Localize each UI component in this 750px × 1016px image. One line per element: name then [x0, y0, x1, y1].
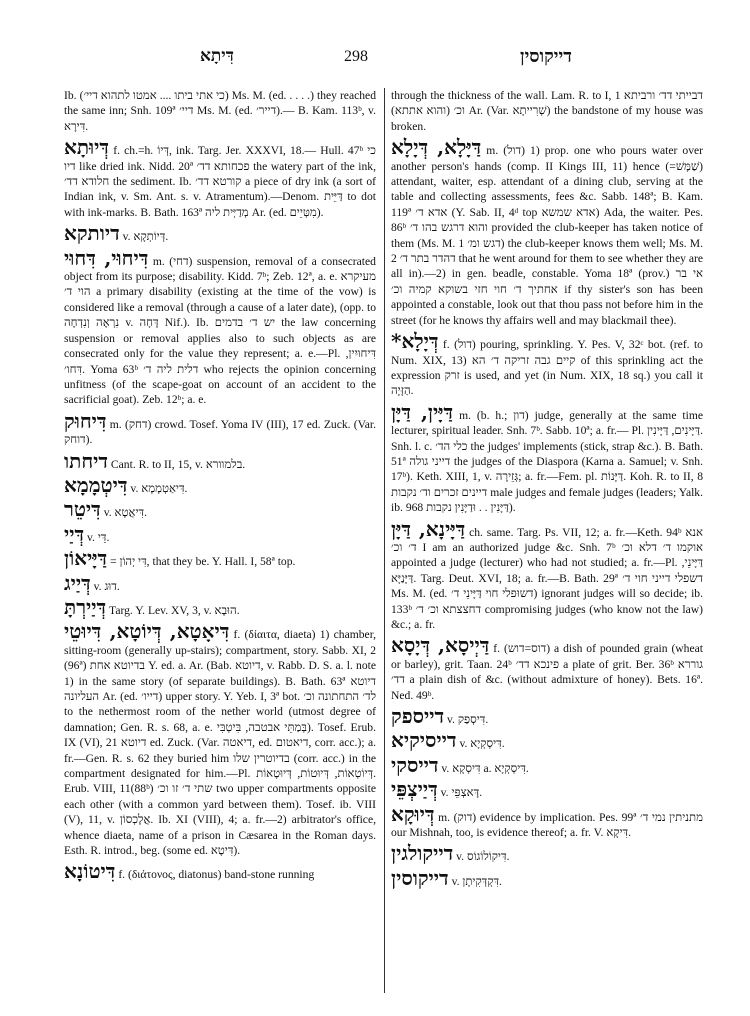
entry-headword: דִּיחוּק [64, 408, 107, 433]
entry-definition: v. דֵּי. [87, 530, 110, 544]
dictionary-entry [64, 410, 376, 448]
entry-headword: דַּיָּין, דַּיָּן [391, 399, 454, 424]
entry-headword: דייסקי [391, 752, 439, 777]
dictionary-entry [64, 247, 376, 408]
dictionary-entry [64, 136, 376, 220]
entry-headword: דַּיָּינָא, דַּיָּן [391, 516, 466, 541]
dictionary-entry [391, 754, 703, 776]
entry-headword: דְּיָלָא* [391, 329, 439, 354]
entry-headword: דייספק [391, 704, 445, 729]
dictionary-entry [391, 803, 703, 841]
entry-headword: דִּיחוּי, דִּחוּי [64, 245, 149, 270]
dictionary-entry [391, 729, 703, 751]
dictionary-entry [64, 572, 376, 594]
dictionary-entry [64, 474, 376, 496]
page-header [0, 46, 750, 70]
entry-definition: v. דְּיוֹתְקָא. [122, 230, 169, 244]
entry-definition: v. דָּאצְפֵּי. [440, 786, 483, 800]
entry-headword: דִּיטוֹנָא [64, 859, 116, 884]
entry-definition: m. (דול) 1) prop. one who pours water over another person's hands (comp. II Kings III, 11) hence (=שַׁמָּשׁ) attendant, waiter, esp. attendant of a dining club, serving at the table and collecting assessments, fees &c. Sabb. 148ª; B. Kam. 119ª אדא ד׳ (Y. Sab. II, 4ᵈ top אדא שמשא) Ada, the waiter. Pes. 86ᵇ והוא דרגש בהו ד׳ provided the club-keeper has taken notice of them (Ms. M. 1 דגש ומ׳) the club-keeper knows them well; Ms. M. 2 דהדר בתר ד׳ that he went around for them to see whether they are all in).—2) in gen. beadle, constable. Yoma 18ª (prov.) אי בר אחתיך ד׳ חוי חזי בשוקא קמיה וכ׳ if thy sister's son has been appointed a constable, look out that thou pass not before him in the street (for he knows thy affairs well and may blackmail thee). [391, 144, 703, 327]
entry-headword: דִּיטְמָמָא [64, 472, 128, 497]
entry-definition: m. (דחק) crowd. Tosef. Yoma IV (III), 17 ed. Zuck. (Var. דוחק). [64, 417, 376, 447]
right-column [391, 88, 703, 998]
dictionary-entry [391, 330, 703, 399]
entry-definition: v. דִּיקוֹלוֹגוֹס. [456, 850, 510, 864]
entry-definition: ch. same. Targ. Ps. VII, 12; a. fr.—Keth. 94ᵇ אנא ד׳ וכ׳ I am an authorized judge &c. Snh. 7ᵇ אוקמו ד׳ דלא וכ׳ appointed a judge (lecturer) who had not studied; a. fr.—Pl. דַּיָּינֵי, דַּיָּנַיָּא. Targ. Deut. XVI, 18; a. fr.—B. Bath. 29ª דשפלי דייני חוי ד׳ Ms. M. (ed. דשוּפלי חוי דַּיָּינֵי ד׳) ignorant judges will so decide; ib. 133ᵇ דחצצתא וכ׳ ד׳ compromising judges (who know not the law) &c.; a. fr. [391, 525, 703, 631]
entry-definition: m. (b. h.; דון) judge, generally at the same time lecturer, spiritual leader. Snh. 7ᵇ. Sabb. 10ª; a. fr.— Pl. דַּיָּינִים, דַּיָּינִין. Snh. l. c. כלי הד׳ the judges' implements (stick, strap &c.). B. Bath. 51ª דייני גולה the judges of the Diaspora (Karna a. Samuel; v. Snh. 17ᵇ). Keth. XIII, 1, v. גְּזֵירָה; a. fr.—Fem. pl. דַּיָּנוֹת. Koh. R. to II, 8 דיינים זכרים וד׳ נקבות male judges and female judges (leaders; Yalk. ib. 968 דַּיָּנִין . . וּדַיָּנִין נקבות). [391, 408, 703, 515]
entry-definition: v. דִּיאֲטָא. [103, 506, 147, 520]
entry-headword: דיותקא [64, 221, 120, 246]
page-number: 298 [344, 48, 368, 65]
entry-definition: f. (δίαιτα, diaeta) 1) chamber, sitting-room (generally up-stairs); compartment, story. Sabb. XI, 2 (96ª) בדיוטא אחת Y. ed. a. Ar. (Bab. דיוטא, v. Rabb. D. S. a. l. note 1) in the same story (of separate buildings). B. Bath. 63ª דיוטא העליונה Ar. (ed. דייו׳) upper story. Y. Yeb. I, 3ª bot. לד׳ התחתונה וכ׳ to the nethermost room of the nether world (utmost degree of damnation; Gen. R. s. 68, a. e. בְּמַתֵּי אבטבה, בִּיטְבִּי). Tosef. Erub. IX (VI), 21 דיוטא ed. Zuck. (Var. דיאטה, ed. דיאטום, corr. acc.); a. fr.—Gen. R. s. 62 they buried him בדיוטרין שלו (corr. acc.) in the compartment designated for him.—Pl. דְּיוֹטְאוֹת, דְּיוּטוֹת, דְּיוּטָאוֹת. Erub. VIII, 11(88ᵇ) שתי ד׳ זו וכ׳ two upper compartments opposite each other (with a common yard between them). Tosef. ib. VIII (V), 11, v. אֲלָכְסוֹן. Ib. XI (VIII), 4; a. fr.—2) arbitrator's office, whence diaeta, name of a prison in Cæsarea in the Roman days. Esth. R. introd., beg. (some ed. דִּיטָא). [64, 628, 376, 858]
entry-headword: דַּיָּיאוֹן [64, 546, 108, 571]
entry-definition: f. (διάτονος, diatonus) band-stone running [118, 868, 315, 882]
dictionary-entry [391, 867, 703, 889]
entry-definition: v. דִּקְדְּקִיתָן. [451, 874, 502, 888]
dictionary-entry [391, 136, 703, 328]
dictionary-entry [391, 842, 703, 864]
column-divider [384, 88, 385, 993]
entry-definition: v. דוּג. [93, 579, 120, 593]
dictionary-entry [391, 401, 703, 516]
dictionary-entry [64, 523, 376, 545]
entry-definition: Ib. (כי אתי ביתו .... אמטו לתהוא דיי׳) Ms. M. (ed. . . . .) they reached the same inn; Snh. 109ª דיי׳ Ms. M. (ed. דייר׳).— B. Kam. 113ᵇ, v. דִּירָא. [64, 89, 376, 133]
entry-definition: m. (דוק) evidence by implication. Pes. 99ª מתניתין נמי ד׳ our Mishnah, too, is evidence thereof; a. fr. V. דִּיקָא. [391, 810, 703, 840]
dictionary-entry [64, 860, 376, 882]
entry-definition: f. (דוס=דוש) a dish of pounded grain (wheat or barley), grit. Taan. 24ᵇ פינכא דד׳ a plate of grit. Ber. 36ᵇ גוררא דד׳ a plain dish of &c. (without admixture of honey). Bets. 16ª. Ned. 49ᵇ. [391, 642, 703, 702]
entry-headword: דְּיוּקָא [391, 801, 435, 826]
dictionary-entry [391, 778, 703, 800]
left-column [64, 88, 376, 998]
entry-headword: דְּיַיג [64, 570, 91, 595]
entry-headword: דִּיאָטָא, דְּיוֹטָא, דִּיוּטֵי [64, 619, 230, 644]
entry-headword: דייקוסין [391, 865, 449, 890]
dictionary-entry [64, 547, 376, 569]
left-running-head: דִּיתָא [200, 46, 234, 66]
dictionary-entry [64, 498, 376, 520]
entry-definition: v. דִּיסְפַק. [446, 713, 489, 727]
entry-headword: דייקולגין [391, 841, 454, 866]
dictionary-entry [64, 596, 376, 618]
entry-definition: m. (דחי) suspension, removal of a consecrated object from its purpose; disability. Kidd. 7ᵇ; Zeb. 12ª, a. e. מעיקרא הוי ד׳ a primary disability (existing at the time of the vow) is considered like a removal (through a cause of a later date), (opp. to נִרְאֶה וְנִדְחֶה v. דָּחָה Nif.). Ib. יש ד׳ בדמים the law concerning suspension or removal applies also to such objects as are consecrated only for the value they represent; a. e.—Pl. דִּיחוּיִין, דִּחו׳. Yoma 63ᵇ דלית ליה ד׳ who rejects the opinion concerning unfitness (of the scape-goat on account of an accident to the sacrificial goat). Zeb. 12ᵇ; a. e. [64, 254, 376, 407]
entry-definition: Cant. R. to II, 15, v. בלמוורא. [110, 457, 246, 471]
dictionary-entry [64, 620, 376, 858]
entry-headword: דייסיקיא [391, 728, 457, 753]
dictionary-entry [391, 705, 703, 727]
dictionary-entry [64, 88, 376, 134]
entry-definition: v. דִּיאַטְמָמָא. [130, 481, 188, 495]
entry-definition: through the thickness of the wall. Lam. R. to I, 1 דבייתי דד׳ ורביתא וכ׳ (והוא אתתא) Ar. (Var. שְׁרִייתָא) the bandstone of my house was broken. [391, 89, 703, 133]
dictionary-entry [391, 518, 703, 633]
right-running-head: דייקוסין [520, 46, 572, 67]
entry-definition: Targ. Y. Lev. XV, 3, v. הוּבָא. [109, 603, 240, 617]
entry-headword: דְּיַיצְפֵּי [391, 777, 438, 802]
dictionary-entry [64, 450, 376, 472]
entry-definition: = דִּי יְהוֹן, that they be. Y. Hall. I, 58ª top. [110, 555, 296, 569]
entry-headword: דַּיָּלָא, דְּיָלָא [391, 135, 482, 160]
entry-headword: דְּיַי [64, 521, 85, 546]
entry-definition: f. (דול) pouring, sprinkling. Y. Pes. V, 32ᶜ bot. (ref. to Num. XIX, 13) קיים גבה זריקה ד׳ הא of this sprinkling act the expression זרק is used, and yet (in Num. XIX, 18 sq.) you call it הַזָּיָה. [391, 338, 703, 398]
dictionary-entry [391, 634, 703, 703]
dictionary-entry [391, 88, 703, 134]
entry-headword: דִּיטֵר [64, 497, 101, 522]
dictionary-entry [64, 222, 376, 244]
entry-headword: דְּיוּתָא [64, 135, 110, 160]
entry-definition: v. דִּיסְקְיָא. [459, 737, 505, 751]
entry-definition: f. ch.=h. דְּיוֹ, ink. Targ. Jer. XXXVI, 18.— Hull. 47ᵇ כי דיו like dried ink. Nidd. 20ª פכחותא דד׳ the watery part of the ink, חלודא דד׳ the sediment. Ib. קורטא דד׳ a piece of dry ink (a sort of Indian ink, v. Sm. Ant. s. v. Atramentum).—Denom. דַּיֵּית to dot with ink-marks. B. Bath. 163ª מְדַיְּית ליה Ar. (ed. מִטְּיֵים). [64, 144, 376, 219]
entry-headword: דְּיַירְתָּ [64, 594, 107, 619]
entry-definition: v. דִּיסְקָא a. דִּיסְקְיָא. [441, 761, 529, 775]
entry-headword: דיחתו [64, 448, 109, 473]
entry-headword: דַּיְיסָא, דְּיָסָא [391, 633, 490, 658]
